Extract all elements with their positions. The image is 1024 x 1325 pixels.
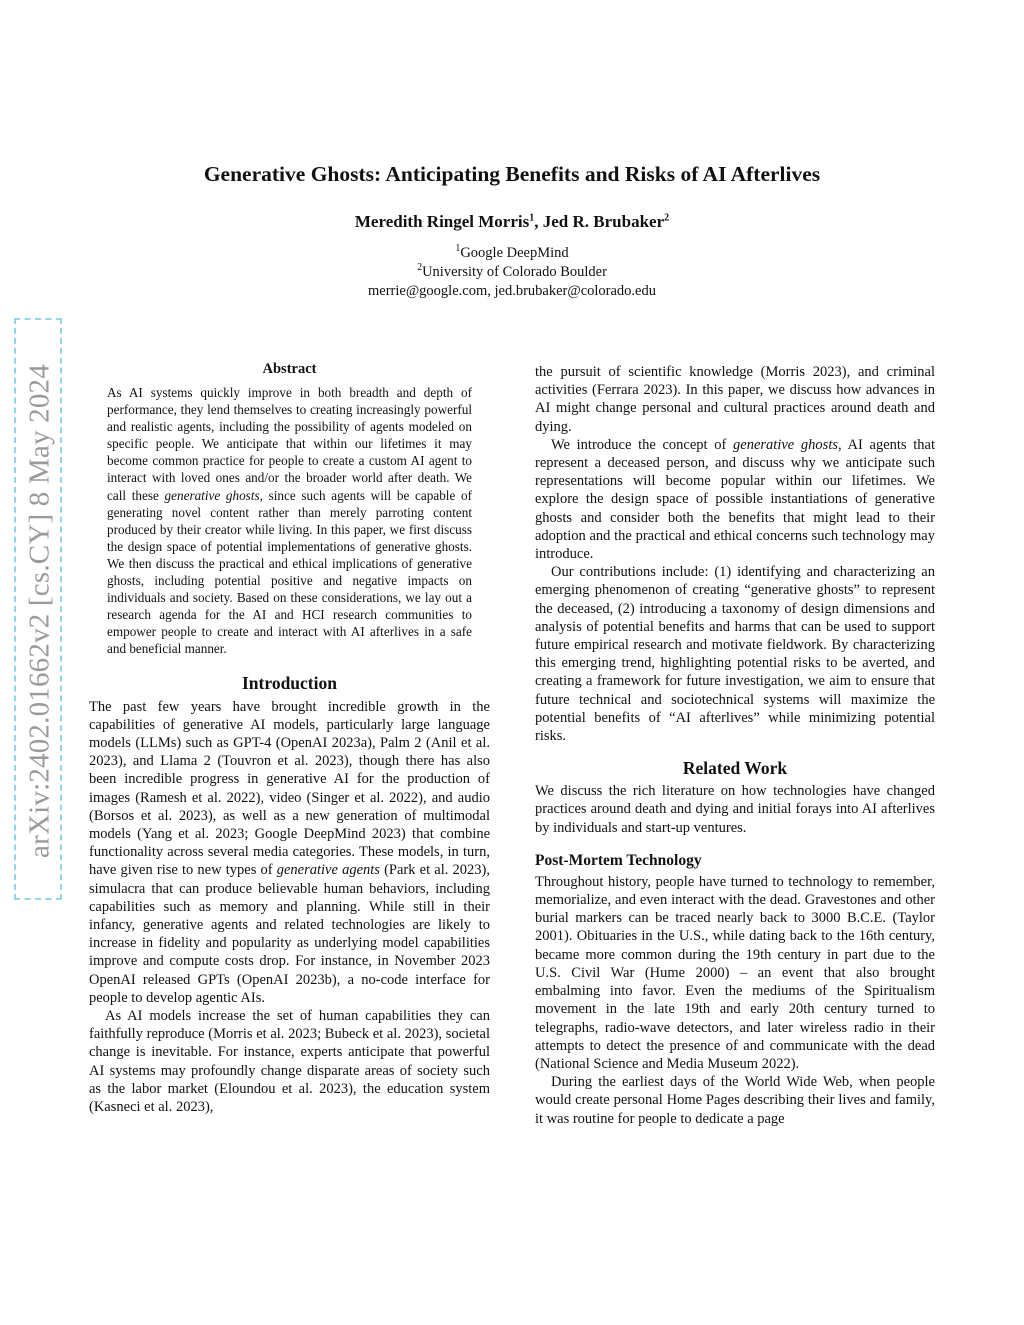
- intro-term-generative-agents: generative agents: [276, 862, 380, 879]
- introduction-heading: Introduction: [242, 672, 337, 693]
- intro-p1-part-2: (Park et al. 2023), simulacra that can produce believable human behaviors, including capabilities such as memory and planning. While still in their infancy, generative agents and related technologies are likely to increase in fidelity and popularity as underlying model capabilities improve and compute costs drop. For instance, in November 2023 OpenAI released GPTs (OpenAI 2023b), a no-code interface for people to develop agentic AIs.: [89, 862, 490, 1006]
- author-emails: merrie@google.com, jed.brubaker@colorado.edu: [367, 283, 656, 299]
- arxiv-stamp: [14, 318, 62, 900]
- affiliation-2: [0, 263, 1024, 282]
- introduction-paragraph-2-continued: the pursuit of scientific knowledge (Morris 2023), and criminal activities (Ferrara 2023). In this paper, we discuss how advances in AI might change personal and cultural practices around death and dying.: [535, 364, 935, 435]
- post-mortem-paragraph-2: During the earliest days of the World Wide Web, when people would create personal Home Pages describing their lives and family, it was routine for people to dedicate a page: [535, 1074, 935, 1127]
- related-work-intro: We discuss the rich literature on how technologies have changed practices around death and dying and initial forays into AI afterlives by individuals and start-up ventures.: [535, 783, 935, 836]
- author-2-affil-mark: 2: [664, 212, 670, 224]
- affiliation-1-mark: 1: [455, 243, 461, 255]
- abstract-text-part-1: As AI systems quickly improve in both breadth and depth of performance, they lend themselves to creating increasingly powerful and realistic agents, including the possibility of agents modeled on specific people. We anticipate that within our lifetimes it may become common practice for people to create a custom AI agent to interact with loved ones and/or the broader world after death. We call these: [107, 385, 472, 503]
- author-1-name: Meredith Ringel Morris: [354, 212, 530, 231]
- author-2-name: Jed R. Brubaker: [542, 212, 665, 231]
- paper-title: Generative Ghosts: Anticipating Benefits and Risks of AI Afterlives: [203, 162, 821, 186]
- affiliations: [0, 244, 1024, 301]
- left-column: [89, 360, 490, 1116]
- intro-p3-part-1: We introduce the concept of: [551, 436, 734, 453]
- introduction-paragraph-4: Our contributions include: (1) identifying and characterizing an emerging phenomenon of creating “generative ghosts” to represent the deceased, (2) introducing a taxonomy of design dimensions and analysis of potential benefits and harms that can be used to support future empirical research and motivate fieldwork. By characterizing this emerging trend, highlighting potential risks to be averted, and creating a framework for future investigation, we aim to ensure that future technical and sociotechnical systems will maximize the potential benefits of “AI afterlives” while minimizing potential risks.: [535, 564, 935, 745]
- intro-p3-part-2: , AI agents that represent a deceased person, and discuss why we anticipate such representations will become popular within our lifetimes. We explore the design space of possible instantiations of generative ghosts and consider both the benefits that might lead to their adoption and the practical and ethical concerns such technology may introduce.: [535, 436, 935, 563]
- post-mortem-paragraph-1: Throughout history, people have turned to technology to remember, memorialize, and even interact with the dead. Gravestones and other burial markers can be traced nearly back to 3000 B.C.E. (Taylor 2001). Obituaries in the U.S., while dating back to the 16th century, became more common during the 19th century in part due to the U.S. Civil War (Hume 2000) – an event that also brought embalming into favor. Even the mediums of the Spiritualism movement in the late 19th and early 20th century turned to telegraphs, radio-wave detectors, and later wireless radio in their attempts to detect the presence of and communicate with the dead (National Science and Media Museum 2022).: [535, 873, 935, 1072]
- author-1-affil-mark: 1: [529, 212, 535, 224]
- author-separator: ,: [534, 212, 543, 231]
- affiliation-1: [0, 244, 1024, 263]
- arxiv-stamp-text: arXiv:2402.01662v2 [cs.CY] 8 May 2024: [23, 364, 56, 858]
- related-work-heading: Related Work: [682, 758, 788, 779]
- introduction-paragraph-3: [535, 436, 935, 563]
- author-line: [0, 210, 1024, 234]
- introduction-paragraph-1: [89, 698, 490, 1007]
- affiliation-2-name: University of Colorado Boulder: [422, 264, 607, 280]
- affiliation-2-mark: 2: [417, 262, 423, 274]
- abstract-term-generative-ghosts: generative ghosts: [164, 487, 260, 503]
- intro-term-generative-ghosts: generative ghosts: [733, 436, 838, 453]
- post-mortem-technology-heading: Post-Mortem Technology: [535, 851, 702, 869]
- affiliation-1-name: Google DeepMind: [460, 245, 569, 261]
- abstract-heading: Abstract: [262, 361, 317, 377]
- right-column: [535, 363, 935, 1128]
- intro-p1-part-1: The past few years have brought incredible growth in the capabilities of generative AI models, particularly large language models (LLMs) such as GPT-4 (OpenAI 2023a), Palm 2 (Anil et al. 2023), and Llama 2 (Touvron et al. 2023), though there has also been incredible progress in generative AI for the production of images (Ramesh et al. 2022), video (Singer et al. 2022), and audio (Borsos et al. 2023), as well as a new generation of multimodal models (Yang et al. 2023; Google DeepMind 2023) that combine functionality across several media categories. These models, in turn, have given rise to new types of: [89, 698, 490, 879]
- introduction-paragraph-2: As AI models increase the set of human capabilities they can faithfully reproduce (Morris et al. 2023; Bubeck et al. 2023), societal change is inevitable. For instance, experts anticipate that powerful AI systems may profoundly change disparate areas of society such as the labor market (Eloundou et al. 2023), the education system (Kasneci et al. 2023),: [89, 1007, 490, 1115]
- abstract-text-part-2: , since such agents will be capable of generating novel content rather than merely parroting content produced by their creator while living. In this paper, we first discuss the design space of potential implementations of generative ghosts. We then discuss the practical and ethical implications of generative ghosts, including potential positive and negative impacts on individuals and society. Based on these considerations, we lay out a research agenda for the AI and HCI research communities to empower people to create and interact with AI afterlives in a safe and beneficial manner.: [107, 487, 473, 657]
- abstract-text: [107, 384, 472, 658]
